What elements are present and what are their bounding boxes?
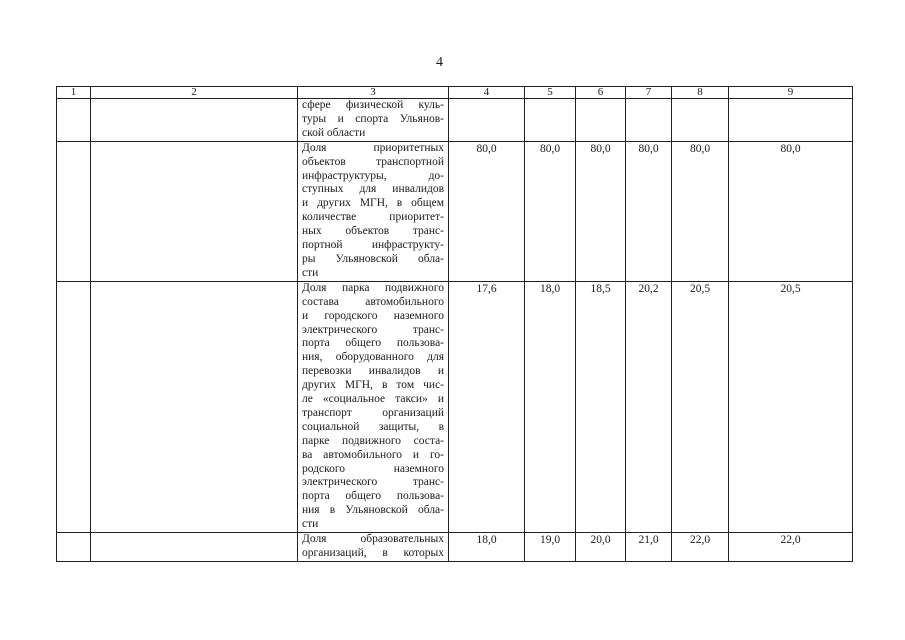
cell-value: 18,5 <box>576 281 626 532</box>
indicator-line: электрического транс- <box>302 323 444 336</box>
indicator-line: родского наземного <box>302 462 444 475</box>
col-header: 1 <box>57 87 91 99</box>
cell-value: 17,6 <box>449 281 525 532</box>
table-row <box>57 533 853 562</box>
cell-value: 20,5 <box>729 281 853 532</box>
cell-value: 19,0 <box>525 533 576 562</box>
cell-value: 22,0 <box>672 533 729 562</box>
table-row <box>57 281 853 532</box>
cell-value: 20,5 <box>672 281 729 532</box>
cell-value: 18,0 <box>525 281 576 532</box>
indicator-line: других МГН, в том чис- <box>302 379 444 392</box>
table-row <box>57 99 853 142</box>
indicator-line: сти <box>302 518 319 531</box>
cell-name <box>91 533 298 562</box>
cell-value: 80,0 <box>576 141 626 281</box>
indicator-line: парке подвижного соста- <box>302 434 444 447</box>
indicator-line: социальной защиты, в <box>302 420 444 433</box>
cell-value: 21,0 <box>626 533 672 562</box>
indicator-line: инфраструктуры, до- <box>302 169 444 182</box>
indicator-line: ры Ульяновской обла- <box>302 252 444 265</box>
cell-value <box>525 99 576 142</box>
indicator-line: Доля приоритетных <box>302 141 444 154</box>
cell-value: 80,0 <box>729 141 853 281</box>
cell-value: 80,0 <box>449 141 525 281</box>
col-header: 3 <box>298 87 449 99</box>
indicator-line: ступных для инвалидов <box>302 183 444 196</box>
indicator-line: объектов транспортной <box>302 155 444 168</box>
indicator-line: туры и спорта Ульянов- <box>302 112 444 125</box>
cell-name <box>91 141 298 281</box>
cell-value: 80,0 <box>525 141 576 281</box>
cell-indicator <box>298 99 449 142</box>
indicator-line: ва автомобильного и го- <box>302 448 444 461</box>
indicator-line: ской области <box>302 126 366 139</box>
cell-value: 80,0 <box>672 141 729 281</box>
cell-value: 22,0 <box>729 533 853 562</box>
indicator-line: порта общего пользова- <box>302 490 444 503</box>
indicator-line: ния, оборудованного для <box>302 351 444 364</box>
cell-indicator <box>298 281 449 532</box>
table-row <box>57 141 853 281</box>
cell-value: 18,0 <box>449 533 525 562</box>
indicator-line: электрического транс- <box>302 476 444 489</box>
indicator-line: перевозки инвалидов и <box>302 365 444 378</box>
cell-value <box>576 99 626 142</box>
indicator-line: состава автомобильного <box>302 295 444 308</box>
page-number: 4 <box>436 55 443 70</box>
cell-value <box>729 99 853 142</box>
indicator-line: сфере физической куль- <box>302 99 444 111</box>
indicator-line: количестве приоритет- <box>302 211 444 224</box>
cell-number <box>57 281 91 532</box>
cell-value: 80,0 <box>626 141 672 281</box>
header-row <box>57 87 853 99</box>
indicator-line: ле «социальное такси» и <box>302 393 444 406</box>
col-header: 2 <box>91 87 298 99</box>
indicator-line: портной инфраструкту- <box>302 239 444 252</box>
cell-number <box>57 141 91 281</box>
cell-indicator <box>298 533 449 562</box>
indicator-line: и других МГН, в общем <box>302 197 444 210</box>
cell-name <box>91 281 298 532</box>
cell-number <box>57 533 91 562</box>
indicator-line: транспорт организаций <box>302 406 444 419</box>
cell-value <box>449 99 525 142</box>
cell-value <box>672 99 729 142</box>
indicators-table <box>56 86 853 562</box>
indicator-line: Доля образовательных <box>302 533 444 546</box>
cell-name <box>91 99 298 142</box>
col-header: 4 <box>449 87 525 99</box>
col-header: 6 <box>576 87 626 99</box>
cell-value <box>626 99 672 142</box>
indicator-line: ных объектов транс- <box>302 225 444 238</box>
indicator-line: организаций, в которых <box>302 547 444 559</box>
cell-value: 20,2 <box>626 281 672 532</box>
indicator-line: сти <box>302 266 319 279</box>
col-header: 8 <box>672 87 729 99</box>
col-header: 7 <box>626 87 672 99</box>
cell-number <box>57 99 91 142</box>
col-header: 5 <box>525 87 576 99</box>
indicator-line: порта общего пользова- <box>302 337 444 350</box>
cell-value: 20,0 <box>576 533 626 562</box>
cell-indicator <box>298 141 449 281</box>
indicator-line: Доля парка подвижного <box>302 281 444 294</box>
indicator-line: ния в Ульяновской обла- <box>302 504 444 517</box>
col-header: 9 <box>729 87 853 99</box>
indicator-line: и городского наземного <box>302 309 444 322</box>
